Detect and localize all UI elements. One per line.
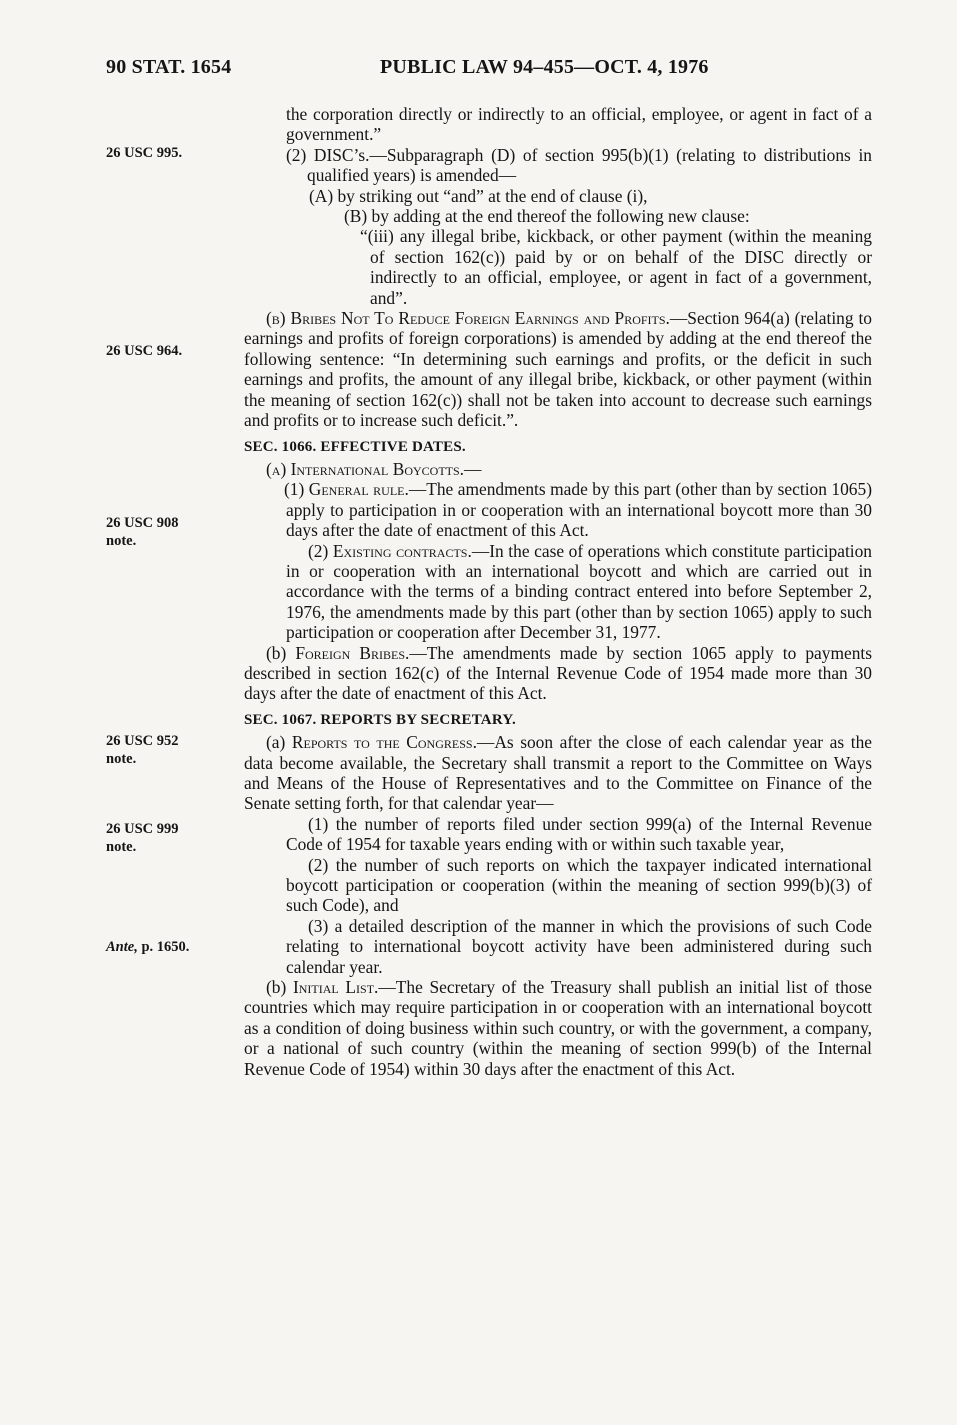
paragraph-number: (1) — [284, 479, 309, 500]
paragraph-heading: General rule. — [308, 479, 409, 500]
clause-iii: “(iii) any illegal bribe, kickback, or other payment (within the meaning of section 162(c)) paid by or on behalf of the DISC directly or indirectly to an official, employee, or agent in fact of a government, and”. — [360, 226, 872, 308]
paragraph-text: (2) DISC’s.—Subparagraph (D) of section 995(b)(1) (relating to distributions in qualified years) is amended— — [286, 144, 872, 186]
margin-note-908 — [106, 514, 179, 550]
paragraph-heading: Existing contracts. — [332, 540, 472, 561]
margin-note-italic: Ante, — [106, 939, 138, 955]
report-item-1: (1) the number of reports filed under section 999(a) of the Internal Revenue Code of 1954 for taxable years ending with or within such taxable year, — [286, 813, 872, 855]
subsection-text: —Section 964(a) (relating to earnings and profits of foreign corporations) is amended by adding at the end thereof the following sentence: “In determining such earnings and profits, or the deficit in such earnings and profits, the amount of any illegal bribe, kickback, or other payment (within the meaning of section 162(c)) shall not be taken into account to decrease such earnings and profits or to increase such deficit.”. — [244, 308, 872, 431]
subsection-heading: (b) Bribes Not To Reduce Foreign Earnings and Profits. — [266, 308, 670, 329]
paragraph-general-rule — [244, 479, 872, 540]
paragraph-text: —The amendments made by this part (other than by section 1065) apply to participation in or cooperation with an international boycott more than 30 days after the date of enactment of this Act. — [286, 479, 872, 541]
page-title: PUBLIC LAW 94–455—OCT. 4, 1976 — [380, 56, 709, 78]
margin-note-line: p. 1650. — [137, 939, 190, 955]
section-1067-heading: SEC. 1067. REPORTS BY SECRETARY. — [244, 711, 516, 728]
paragraph-number: (b) — [266, 977, 293, 998]
margin-note-line: note. — [106, 839, 137, 855]
margin-note-999 — [106, 820, 179, 856]
subsection-b-bribes — [244, 308, 872, 430]
page-stat-number: 90 STAT. 1654 — [106, 56, 232, 78]
paragraph-number: (b) — [266, 642, 296, 663]
section-1066-heading: SEC. 1066. EFFECTIVE DATES. — [244, 438, 466, 455]
subsection-text: —The Secretary of the Treasury shall publish an initial list of those countries which may require participation in or cooperation with an international boycott as a condition of doing business within such country, or with the government, a company, or a national of such country (within the meaning of section 999(b) of the Internal Revenue Code of 1954) within 30 days after the enactment of this Act. — [244, 977, 872, 1079]
subsection-heading: Reports to the Congress. — [291, 732, 477, 753]
statute-text — [244, 104, 872, 1079]
subsection-b-initial-list — [244, 977, 872, 1079]
margin-note-line: 26 USC 999 — [106, 821, 179, 837]
subsection-a-boycotts — [244, 459, 872, 479]
margin-note-line: 26 USC 952 — [106, 733, 179, 749]
margin-note-line: 26 USC 995. — [106, 145, 183, 161]
subsection-heading: Foreign Bribes. — [295, 642, 410, 663]
subsection-heading: (a) International Boycotts. — [266, 458, 465, 479]
report-item-3: (3) a detailed description of the manner in which the provisions of such Code relating to international boycott activity have been administered during such calendar year. — [286, 915, 872, 977]
margin-note-ante — [106, 938, 189, 956]
paragraph-text: —In the case of operations which constitute participation in or cooperation with an international boycott and which are carried out in accordance with the terms of a binding contract entered into before September 2, 1976, the amendments made by this part (other than by section 1065) apply to such participation or cooperation after December 31, 1977. — [286, 540, 873, 643]
margin-note-line: note. — [106, 533, 137, 549]
report-item-2: (2) the number of such reports on which the taxpayer indicated international boycott participation or cooperation (within the meaning of section 999(b)(3) of such Code), and — [286, 854, 872, 916]
margin-note-964 — [106, 342, 182, 360]
subsection-text: —As soon after the close of each calendar year as the data become available, the Secretary shall transmit a report to the Committee on Ways and Means of the House of Representatives and to the Committee on Finance of the Senate setting forth, for that calendar year— — [244, 732, 872, 814]
paragraph-disc — [244, 145, 872, 186]
subsection-text: —The amendments made by section 1065 apply to payments described in section 162(c) of the Internal Revenue Code of 1954 made more than 30 days after the date of enactment of this Act. — [244, 642, 872, 704]
paragraph-number: (a) — [266, 732, 292, 753]
margin-note-line: 26 USC 964. — [106, 343, 183, 359]
subsection-text: — — [464, 458, 482, 479]
clause-a: (A) by striking out “and” at the end of clause (i), — [309, 185, 648, 206]
margin-note-line: note. — [106, 751, 137, 767]
subsection-b-foreign-bribes — [244, 643, 872, 704]
paragraph: the corporation directly or indirectly to an official, employee, or agent in fact of a government.” — [286, 104, 872, 145]
clause-b: (B) by adding at the end thereof the following new clause: — [344, 206, 750, 227]
margin-note-line: 26 USC 908 — [106, 515, 179, 531]
paragraph-existing-contracts — [244, 541, 872, 643]
subsection-a-reports — [244, 732, 872, 814]
subsection-heading: Initial List. — [292, 977, 379, 998]
paragraph-number: (2) — [308, 540, 333, 561]
margin-note-995 — [106, 144, 182, 162]
margin-note-952 — [106, 732, 179, 768]
